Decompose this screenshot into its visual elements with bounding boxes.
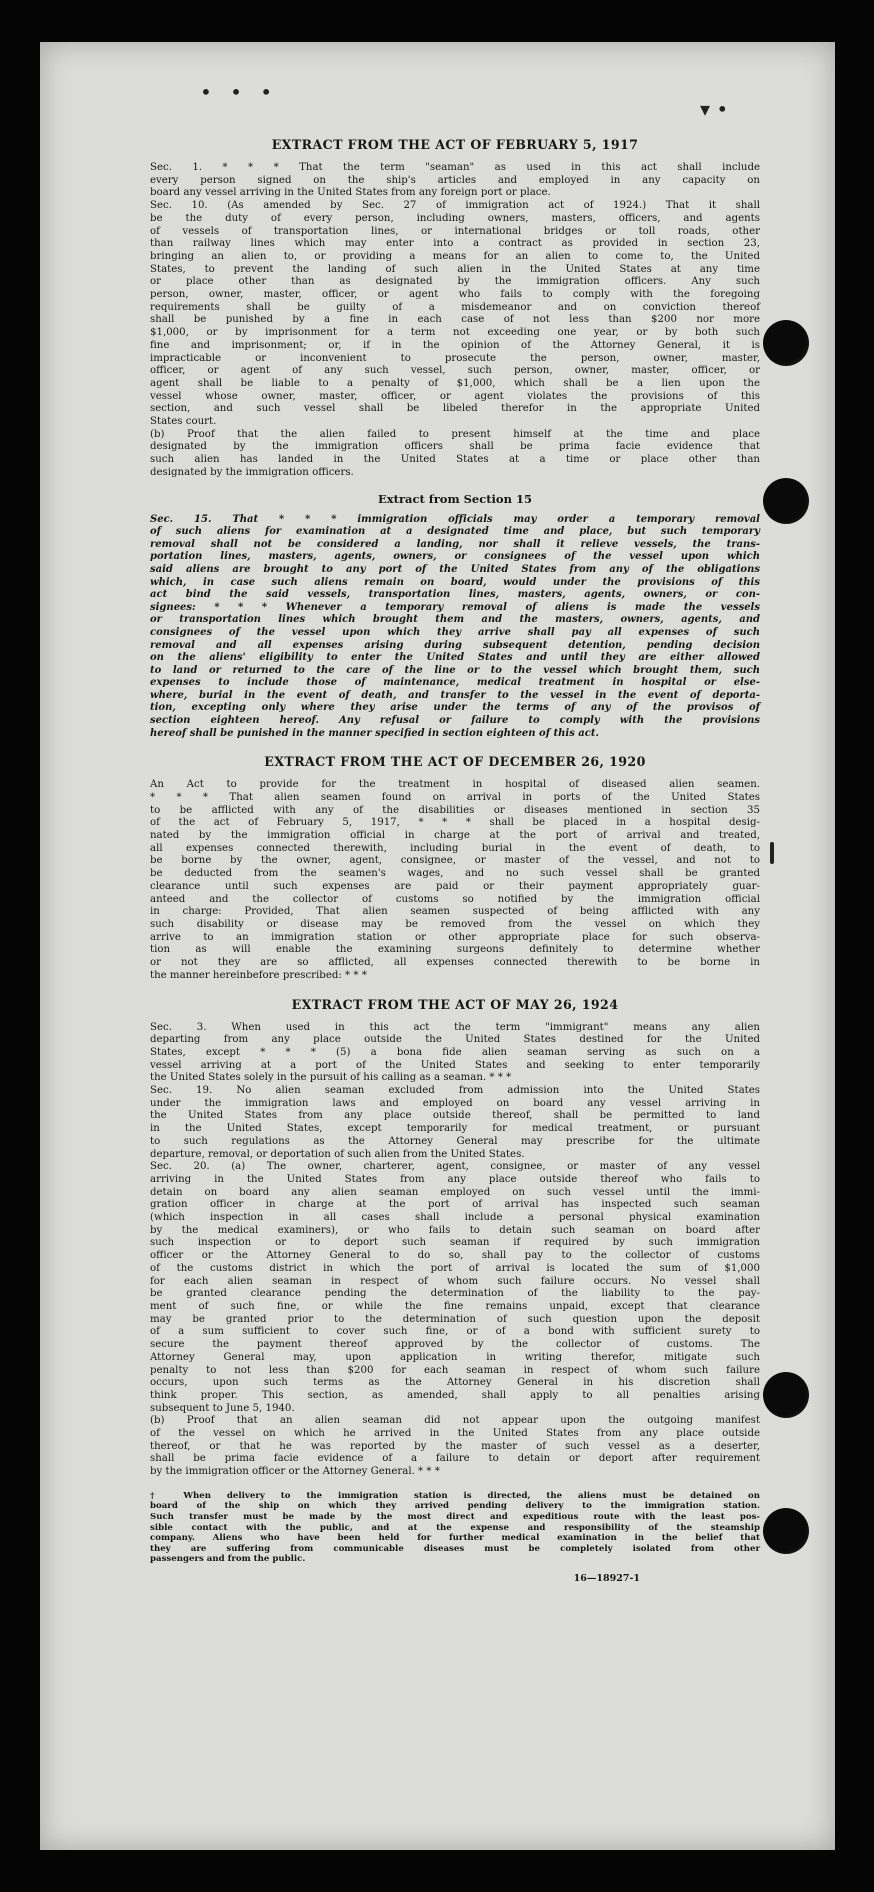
text-line: the manner hereinbefore prescribed: * * * bbox=[150, 969, 367, 981]
text-line: board any vessel arriving in the United States from any foreign port or place. bbox=[150, 187, 551, 199]
text-line: section eighteen hereof. Any refusal or failure to comply with the provisions bbox=[150, 715, 760, 727]
text-line: than railway lines which may enter into a contract as provided in section 23, bbox=[150, 238, 760, 250]
text-line: where, burial in the event of death, and transfer to the vessel in the event of deporta- bbox=[150, 689, 760, 701]
footnote-line: board of the ship on which they arrived pending delivery to the immigration station. bbox=[150, 1501, 760, 1512]
text-line: in charge: Provided, That alien seamen suspected of being afflicted with any bbox=[150, 906, 760, 918]
text-line: expenses to include those of maintenance, medical treatment in hospital or else- bbox=[150, 677, 760, 689]
text-line: arriving in the United States from any place outside thereof who fails to bbox=[150, 1173, 760, 1185]
text-line: to be afflicted with any of the disabilities or diseases mentioned in section 35 bbox=[150, 804, 760, 816]
text-line: the United States solely in the pursuit of his calling as a seaman. * * * bbox=[150, 1072, 512, 1084]
heading-section-15: Extract from Section 15 bbox=[378, 491, 532, 506]
text-line: under the immigration laws and employed on board any vessel arriving in bbox=[150, 1097, 760, 1109]
footnote-line: company. Aliens who have been held for further medical examination in the belief that bbox=[150, 1533, 760, 1544]
act-1920-text bbox=[150, 779, 760, 982]
text-line: departure, removal, or deportation of such alien from the United States. bbox=[150, 1148, 525, 1160]
text-line: vessel whose owner, master, officer, or agent violates the provisions of this bbox=[150, 390, 760, 402]
text-line: person, owner, master, officer, or agent who fails to comply with the foregoing bbox=[150, 289, 760, 301]
text-line: portation lines, masters, agents, owners, or consignees of the vessel upon which bbox=[150, 551, 760, 563]
text-line: fine and imprisonment; or, if in the opinion of the Attorney General, it is bbox=[150, 339, 760, 351]
text-line: such inspection or to deport such seaman if required by such immigration bbox=[150, 1237, 760, 1249]
text-line: for each alien seaman in respect of whom such failure occurs. No vessel shall bbox=[150, 1275, 760, 1287]
punch-hole bbox=[763, 1508, 809, 1554]
text-line: An Act to provide for the treatment in hospital of diseased alien seamen. bbox=[150, 779, 760, 791]
text-line: officer, or agent of any such vessel, such person, owner, master, officer, or bbox=[150, 365, 760, 377]
text-line: detain on board any alien seaman employed on such vessel until the immi- bbox=[150, 1186, 760, 1198]
text-line: thereof, or that he was reported by the master of such vessel as a deserter, bbox=[150, 1440, 760, 1452]
text-line: be granted clearance pending the determination of the liability to the pay- bbox=[150, 1288, 760, 1300]
text-line: tion as will enable the examining surgeons definitely to determine whether bbox=[150, 944, 760, 956]
text-line: every person signed on the ship's articles and employed in any capacity on bbox=[150, 174, 760, 186]
text-line: be borne by the owner, agent, consignee, or master of the vessel, and not to bbox=[150, 855, 760, 867]
heading-act-1920: EXTRACT FROM THE ACT OF DECEMBER 26, 1920 bbox=[264, 754, 646, 770]
text-line: States, to prevent the landing of such alien in the United States at any time bbox=[150, 263, 760, 275]
text-line: on the aliens' eligibility to enter the United States and until they are either allowed bbox=[150, 652, 760, 664]
text-line: shall be punished by a fine in each case of not less than $200 nor more bbox=[150, 314, 760, 326]
document-page bbox=[40, 42, 835, 1850]
text-line: Sec. 10. (As amended by Sec. 27 of immigration act of 1924.) That it shall bbox=[150, 200, 760, 212]
text-line: nated by the immigration official in charge at the port of arrival and treated, bbox=[150, 830, 760, 842]
text-line: be deducted from the seamen's wages, and no such vessel shall be granted bbox=[150, 868, 760, 880]
text-line: requirements shall be guilty of a misdemeanor and on conviction thereof bbox=[150, 301, 760, 313]
text-line: signees: * * * Whenever a temporary removal of aliens is made the vessels bbox=[150, 601, 760, 613]
text-line: States, except * * * (5) a bona fide alien seaman serving as such on a bbox=[150, 1046, 760, 1058]
text-line: shall be prima facie evidence of a failure to detain or deport after requirement bbox=[150, 1453, 760, 1465]
text-line: think proper. This section, as amended, shall apply to all penalties arising bbox=[150, 1389, 760, 1401]
text-line: Attorney General may, upon application in writing therefor, mitigate such bbox=[150, 1351, 760, 1363]
section-1 bbox=[150, 162, 760, 200]
footnote-line: passengers and from the public. bbox=[150, 1554, 306, 1565]
text-line: such disability or disease may be removed from the vessel on which they bbox=[150, 919, 760, 930]
text-line: of the customs district in which the port of arrival is located the sum of $1,000 bbox=[150, 1262, 760, 1274]
text-line: or place other than as designated by the immigration officers. Any such bbox=[150, 276, 760, 288]
text-line: Sec. 1. * * * That the term "seaman" as used in this act shall include bbox=[150, 162, 760, 173]
text-line: $1,000, or by imprisonment for a term not exceeding one year, or by both such bbox=[150, 327, 760, 339]
text-line: or transportation lines which brought them and the masters, owners, agents, and bbox=[150, 614, 760, 626]
heading-act-1917: EXTRACT FROM THE ACT OF FEBRUARY 5, 1917 bbox=[271, 137, 639, 152]
text-line: of the vessel on which he arrived in the United States from any place outside bbox=[150, 1428, 760, 1440]
text-line: departing from any place outside the United States destined for the United bbox=[150, 1034, 760, 1046]
text-line: anteed and the collector of customs so notified by the immigration official bbox=[150, 893, 760, 905]
text-line: hereof shall be punished in the manner specified in section eighteen of this act. bbox=[150, 727, 599, 739]
document-text bbox=[150, 137, 760, 1584]
text-line: such alien has landed in the United States at a time or place other than bbox=[150, 454, 760, 466]
text-line: removal and all expenses arising during subsequent detention, pending decision bbox=[150, 639, 760, 651]
text-line: consignees of the vessel upon which they arrive shall pay all expenses of such bbox=[150, 626, 760, 638]
text-line: * * * That alien seamen found on arrival in ports of the United States bbox=[150, 791, 760, 803]
section-15 bbox=[150, 514, 760, 741]
text-line: impracticable or inconvenient to prosecute the person, owner, master, bbox=[150, 352, 760, 364]
text-line: by the medical examiners), or who fails to detain such seaman on board after bbox=[150, 1224, 760, 1236]
text-line: to land or returned to the care of the line or to the vessel which brought them, such bbox=[150, 664, 760, 676]
heading-act-1924: EXTRACT FROM THE ACT OF MAY 26, 1924 bbox=[291, 996, 619, 1012]
punch-hole bbox=[763, 320, 809, 366]
text-line: be the duty of every person, including owners, masters, officers, and agents bbox=[150, 212, 760, 224]
text-line: penalty to not less than $200 for each seaman in respect of whom such failure bbox=[150, 1364, 760, 1376]
text-line: designated by the immigration officers shall be prima facie evidence that bbox=[150, 441, 760, 453]
text-line: said aliens are brought to any port of the United States from any of the obligations bbox=[150, 563, 760, 575]
text-line: designated by the immigration officers. bbox=[150, 466, 354, 478]
text-line: may be granted prior to the determination of such question upon the deposit bbox=[150, 1313, 760, 1325]
text-line: of the act of February 5, 1917, * * * shall be placed in a hospital desig- bbox=[150, 817, 760, 829]
text-line: occurs, upon such terms as the Attorney General in his discretion shall bbox=[150, 1377, 760, 1389]
form-number: 16—18927-1 bbox=[573, 1572, 640, 1584]
text-line: tion, excepting only where they arise under the terms of any of the provisos of bbox=[150, 702, 760, 714]
footnote-line: sible contact with the public, and at the expense and responsibility of the steamship bbox=[150, 1522, 760, 1533]
text-line: act bind the said vessels, transportation lines, masters, agents, owners, or con- bbox=[150, 589, 760, 601]
ink-mark bbox=[770, 842, 774, 864]
text-line: of vessels of transportation lines, or international bridges or toll roads, other bbox=[150, 225, 760, 237]
text-line: Sec. 15. That * * * immigration officials may order a temporary removal bbox=[150, 513, 760, 525]
section-10b bbox=[150, 429, 760, 480]
text-line: gration officer in charge at the port of arrival has inspected such seaman bbox=[150, 1199, 760, 1211]
text-line: of such aliens for examination at a designated time and place, but such temporary bbox=[150, 526, 760, 538]
text-line: officer or the Attorney General to do so, shall pay to the collector of customs bbox=[150, 1250, 760, 1262]
text-line: bringing an alien to, or providing a means for an alien to come to, the United bbox=[150, 250, 760, 262]
footnote-line: Such transfer must be made by the most direct and expeditious route with the least pos- bbox=[150, 1512, 760, 1523]
text-line: clearance until such expenses are paid or their payment appropriately guar- bbox=[150, 880, 760, 892]
text-line: in the United States, except temporarily for medical treatment, or pursuant bbox=[150, 1123, 760, 1135]
text-line: removal shall not be considered a landing, nor shall it relieve vessels, the trans- bbox=[150, 538, 760, 550]
text-line: vessel arriving at a port of the United States and seeking to enter temporarily bbox=[150, 1059, 760, 1071]
section-19 bbox=[150, 1085, 760, 1161]
text-line: or not they are so afflicted, all expenses connected therewith to be borne in bbox=[150, 957, 760, 969]
text-line: agent shall be liable to a penalty of $1,000, which shall be a lien upon the bbox=[150, 377, 760, 389]
text-line: Sec. 19. No alien seaman excluded from admission into the United States bbox=[150, 1085, 760, 1097]
text-line: Sec. 3. When used in this act the term "immigrant" means any alien bbox=[150, 1021, 760, 1033]
punch-hole bbox=[763, 478, 809, 524]
section-10 bbox=[150, 200, 760, 429]
text-line: secure the payment thereof approved by the collector of customs. The bbox=[150, 1339, 760, 1351]
section-3 bbox=[150, 1022, 760, 1086]
text-line: (b) Proof that the alien failed to present himself at the time and place bbox=[150, 428, 760, 440]
text-line: Sec. 20. (a) The owner, charterer, agent, consignee, or master of any vessel bbox=[150, 1161, 760, 1173]
text-line: (which inspection in all cases shall include a personal physical examination bbox=[150, 1212, 760, 1224]
section-20b bbox=[150, 1415, 760, 1479]
section-20 bbox=[150, 1161, 760, 1415]
punch-hole bbox=[763, 1372, 809, 1418]
text-line: the United States from any place outside thereof, shall be permitted to land bbox=[150, 1110, 760, 1122]
punch-marks-right: ▾ • bbox=[700, 97, 729, 121]
text-line: by the immigration officer or the Attorney General. * * * bbox=[150, 1466, 440, 1478]
footnote bbox=[150, 1491, 760, 1565]
text-line: to such regulations as the Attorney General may prescribe for the ultimate bbox=[150, 1135, 760, 1147]
text-line: ment of such fine, or while the fine remains unpaid, except that clearance bbox=[150, 1300, 760, 1312]
footnote-line: they are suffering from communicable diseases must be completely isolated from other bbox=[150, 1543, 760, 1554]
text-line: of a sum sufficient to cover such fine, or of a bond with sufficient surety to bbox=[150, 1326, 760, 1338]
text-line: subsequent to June 5, 1940. bbox=[150, 1402, 295, 1414]
punch-marks: • • • bbox=[200, 80, 279, 104]
text-line: (b) Proof that an alien seaman did not appear upon the outgoing manifest bbox=[150, 1415, 760, 1427]
text-line: all expenses connected therewith, including burial in the event of death, to bbox=[150, 842, 760, 854]
text-line: arrive to an immigration station or other appropriate place for such observa- bbox=[150, 931, 760, 943]
text-line: section, and such vessel shall be libeled therefor in the appropriate United bbox=[150, 403, 760, 415]
text-line: which, in case such aliens remain on board, would under the provisions of this bbox=[150, 576, 760, 588]
footnote-line: † When delivery to the immigration station is directed, the aliens must be detained on bbox=[150, 1490, 760, 1501]
text-line: States court. bbox=[150, 416, 217, 428]
